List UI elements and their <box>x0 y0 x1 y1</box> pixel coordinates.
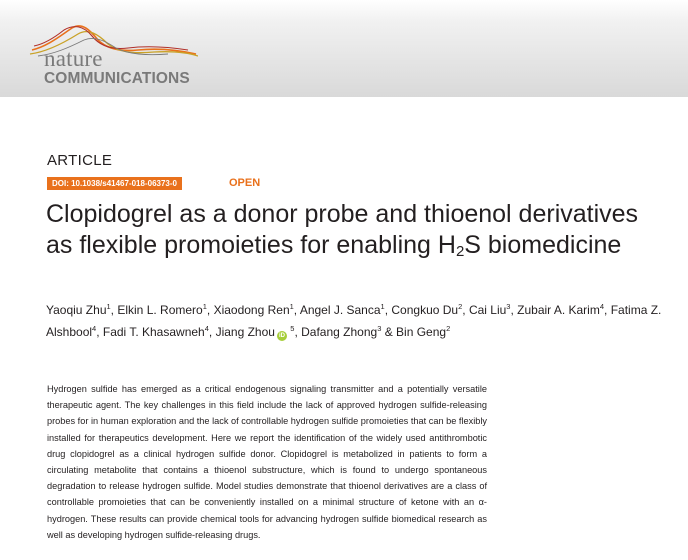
author-list: Yaoqiu Zhu$^1$, Elkin L. Romero$^1$, Xiaodong Ren$^1$, Angel J. Sanca$^1$, Congkuo Du$^2$, Cai Liu$^3$, Zubair A. Karim$^4$, Fatima Z. Alshbool$^4$, Fadi T. Khasawneh$^4$, Jiang Zhou iD $^5$, Dafang Zhong$^3$ & Bin Geng$^2$ <box>46 302 662 339</box>
article-type-label: ARTICLE <box>47 152 113 169</box>
author-item[interactable] <box>46 303 111 317</box>
author-item[interactable] <box>469 303 511 317</box>
doi-badge[interactable]: DOI: 10.1038/s41467-018-06373-0 <box>47 177 182 190</box>
author-name[interactable]: Angel J. Sanca <box>299 303 381 317</box>
author-affiliation: 5 <box>290 324 295 333</box>
author-affiliation: 1 <box>380 302 385 311</box>
title-text-part2: S biomedicine <box>464 231 622 259</box>
author-name[interactable]: Fatima Z. Alshbool <box>46 303 662 339</box>
author-name[interactable]: Yaoqiu Zhu <box>46 303 107 317</box>
abstract-paragraph: Hydrogen sulfide has emerged as a critical endogenous signaling transmitter and a potentially versatile therapeutic agent. The key challenges in this field include the lack of approved hydrogen sulfide-releasing probes for in human exploration and the lack of controllable hydrogen sulfide promoieties that can be flexibly installed for therapeutics development. Here we report the identification of the widely used antithrombotic drug clopidogrel as a clinical hydrogen sulfide donor. Clopidogrel is metabolized in patients to form a circulating metabolite that contains a thioenol substructure, which is found to undergo spontaneous degradation to release hydrogen sulfide. Model studies demonstrate that thioenol derivatives are a class of controllable promoieties that can be conveniently installed on a minimal structure of ketone with an α-hydrogen. These results can provide chemical tools for advancing hydrogen sulfide biomedical research as well as developing hydrogen sulfide-releasing drugs. <box>47 384 487 540</box>
open-access-label: OPEN <box>229 177 261 189</box>
title-subscript: 2 <box>455 243 465 260</box>
author-item[interactable] <box>117 303 207 317</box>
author-affiliation: 3 <box>506 302 511 311</box>
author-affiliation: 4 <box>92 324 97 333</box>
author-affiliation: 2 <box>458 302 463 311</box>
author-name[interactable]: Xiaodong Ren <box>213 303 290 317</box>
journal-logo-nature: nature <box>44 46 103 71</box>
author-item[interactable] <box>300 303 385 317</box>
author-affiliation: 3 <box>377 324 382 333</box>
author-name[interactable]: Fadi T. Khasawneh <box>102 325 205 339</box>
author-name[interactable]: Bin Geng <box>396 325 447 339</box>
author-item[interactable] <box>396 325 450 339</box>
author-name[interactable]: Elkin L. Romero <box>117 303 203 317</box>
title-text-part1: Clopidogrel as a donor probe and thioenol derivatives as flexible promoieties for enabling H <box>46 200 639 259</box>
author-name[interactable]: Zubair A. Karim <box>517 303 600 317</box>
author-affiliation: 4 <box>599 302 605 311</box>
author-affiliation: 1 <box>106 302 111 311</box>
author-name[interactable]: Jiang Zhou <box>215 325 275 339</box>
author-item[interactable] <box>103 325 209 339</box>
author-item[interactable] <box>301 325 381 339</box>
author-name[interactable]: Congkuo Du <box>391 303 459 317</box>
journal-logo-communications: COMMUNICATIONS <box>44 70 190 87</box>
author-item[interactable] <box>391 303 462 317</box>
orcid-icon[interactable]: iD <box>278 333 285 339</box>
author-item[interactable] <box>216 325 295 339</box>
author-affiliation: 1 <box>202 302 207 311</box>
author-name[interactable]: Dafang Zhong <box>301 325 378 339</box>
author-item[interactable] <box>214 303 294 317</box>
author-affiliation: 2 <box>446 324 451 333</box>
article-title <box>46 199 666 261</box>
journal-header <box>0 0 688 97</box>
author-affiliation: 1 <box>289 302 294 311</box>
author-name[interactable]: Cai Liu <box>468 303 507 317</box>
author-affiliation: 4 <box>204 324 209 333</box>
author-item[interactable] <box>517 303 604 317</box>
